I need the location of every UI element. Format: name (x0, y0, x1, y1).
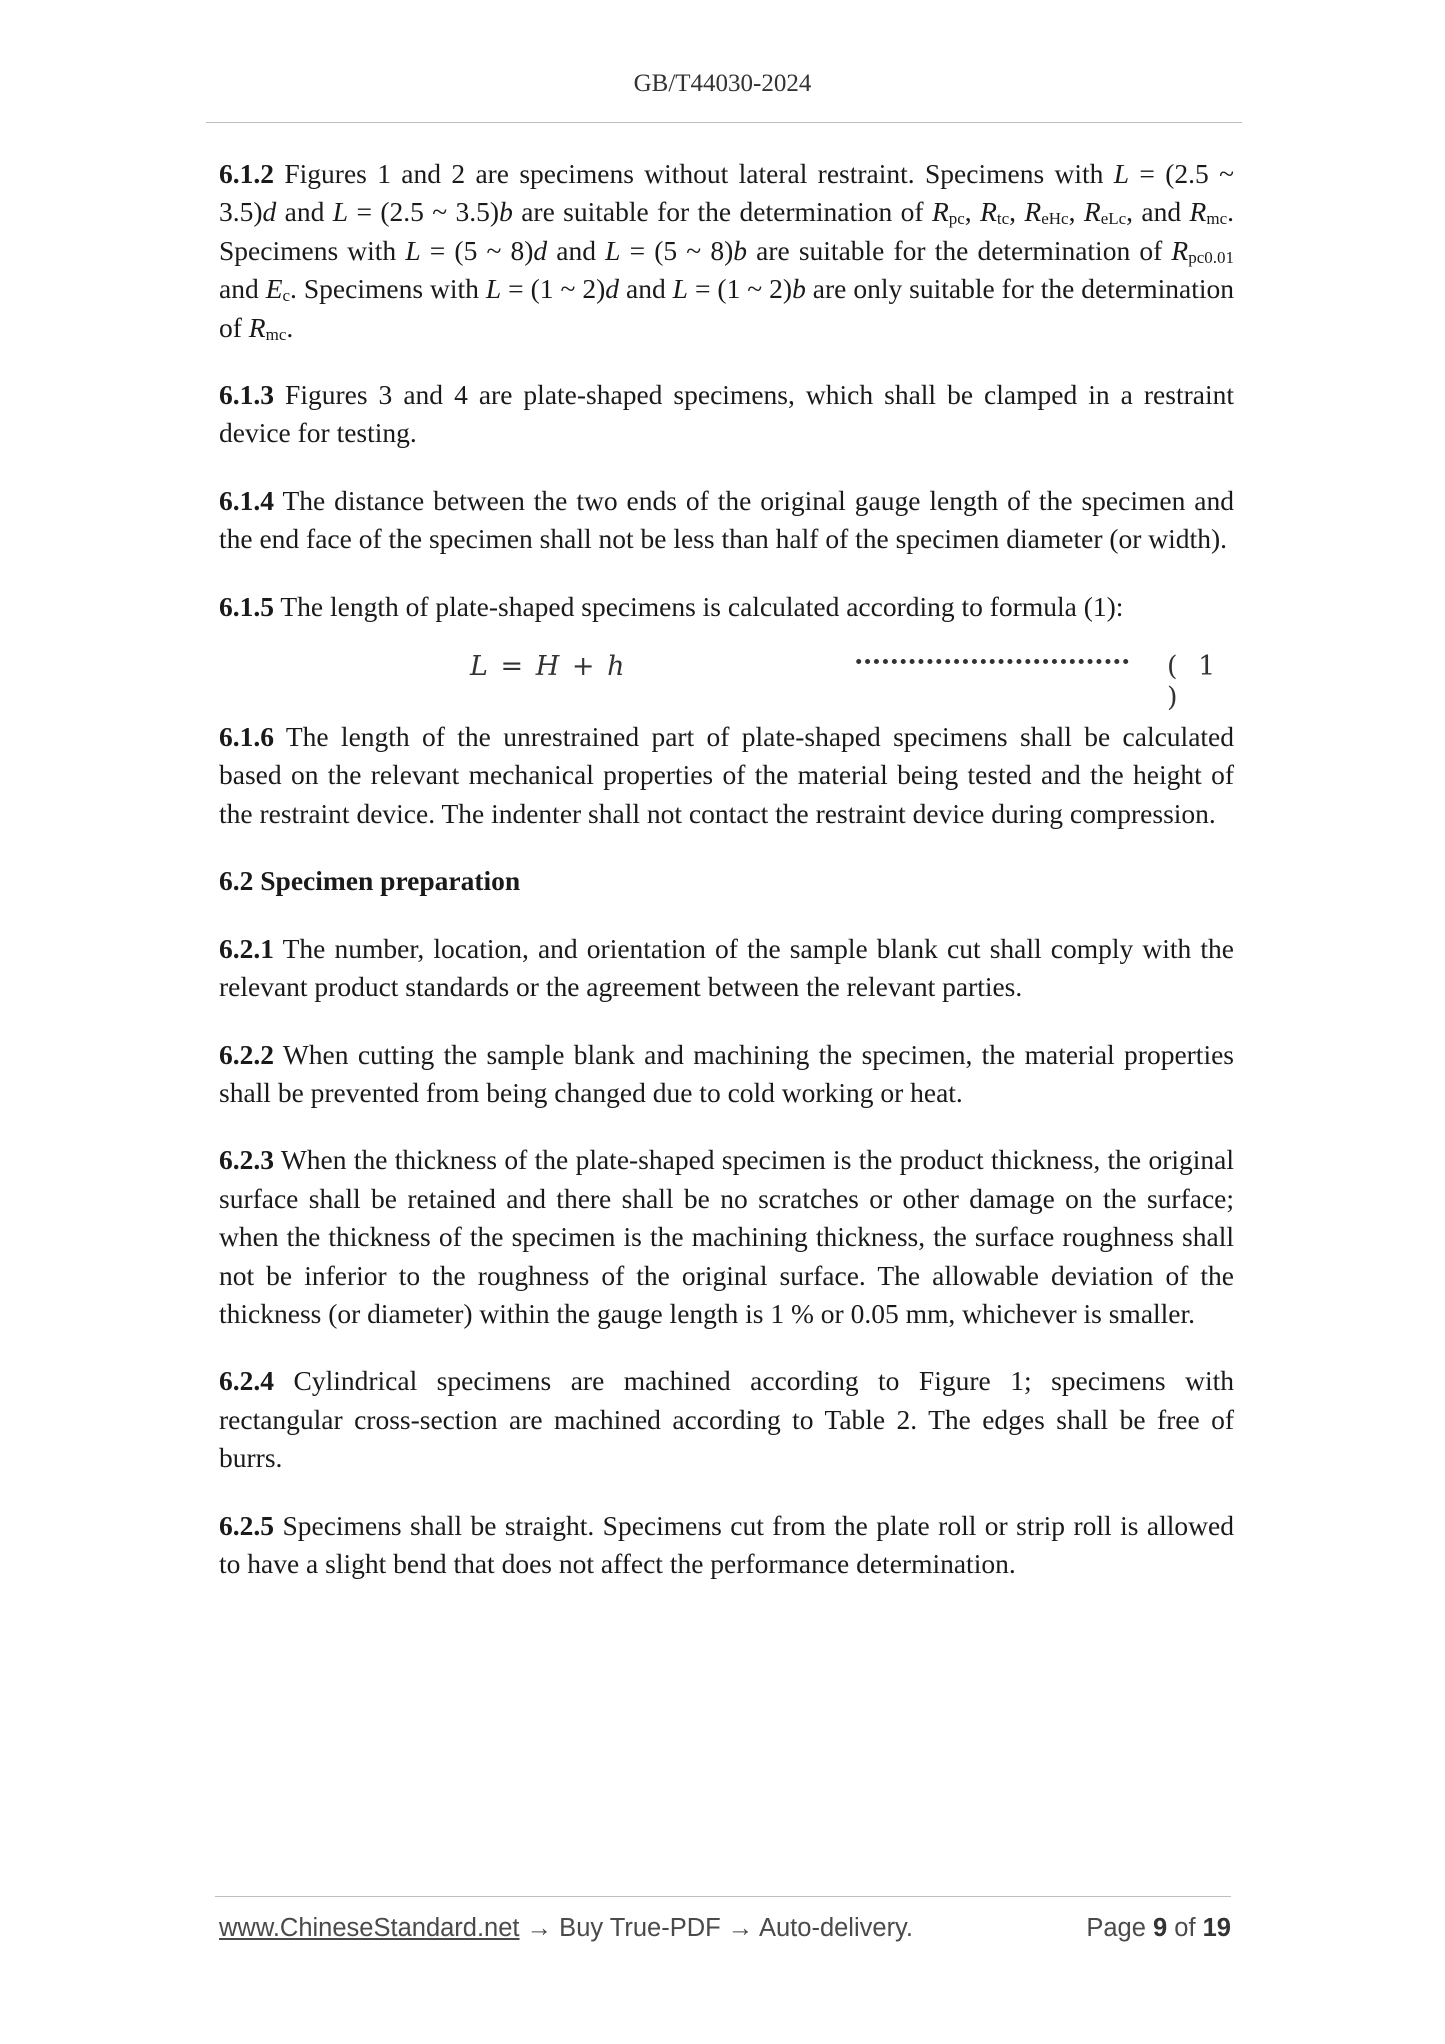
page-number: 9 (1153, 1914, 1168, 1942)
clause-number: 6.1.5 (219, 590, 274, 622)
page-indicator: Page 9 of 19 (1086, 1914, 1231, 1942)
clause-6-2-5 (219, 1507, 1234, 1584)
clause-text: When cutting the sample blank and machining the specimen, the material properties shall be prevented from being changed due to cold working or heat. (219, 1038, 1234, 1108)
clause-6-2-1 (219, 930, 1234, 1007)
clause-number: 6.1.4 (219, 484, 274, 516)
formula-number: ( 1 ) (1167, 651, 1222, 714)
clause-text: The distance between the two ends of the original gauge length of the specimen and the end face of the specimen shall not be less than half of the specimen diameter (or width). (219, 484, 1234, 555)
clause-number: 6.2.1 (219, 932, 274, 964)
clause-6-2-4 (219, 1362, 1234, 1477)
footer-divider (215, 1896, 1231, 1897)
clause-6-1-2: 6.1.2 Figures 1 and 2 are specimens without lateral restraint. Specimens with L = (2.5 ~ 3.5)d and L = (2.5 ~ 3.5)b are suitable for the determination of $R_{pc}$, $R_{tc}$, $R_{eHc}$, $R_{eLc}$, and $R_{mc}$. Specimens with L = (5 ~ 8)d and L = (5 ~ 8)b are suitable for the determination of $R_{pc0.01}$ and $E_c$. Specimens with L = (1 ~ 2)d and L = (1 ~ 2)b are only suitable for the determination of $R_{mc}$. (219, 158, 1235, 344)
page-footer (219, 1914, 1231, 1943)
clause-text: Specimens shall be straight. Specimens cut from the plate roll or strip roll is allowed to have a slight bend that does not affect the performance determination. (219, 1509, 1234, 1579)
clause-number: 6.1.2 (219, 158, 274, 189)
clause-text: Figures 3 and 4 are plate-shaped specimens, which shall be clamped in a restraint device for testing. (219, 379, 1234, 449)
clause-6-1-5 (219, 588, 1234, 626)
document-body (219, 155, 1234, 1612)
page-total: 19 (1202, 1914, 1231, 1942)
formula-expression: L = H + h (470, 651, 627, 683)
clause-number: 6.2.5 (219, 1509, 274, 1541)
clause-number: 6.2.4 (219, 1365, 274, 1397)
formula-leader-dots: ······························· (854, 647, 1130, 679)
clause-number: 6.1.6 (219, 721, 274, 753)
document-id-header: GB/T44030-2024 (633, 70, 812, 97)
clause-number: 6.2.2 (219, 1038, 274, 1070)
footer-tagline: → Buy True-PDF → Auto-delivery. (519, 1914, 913, 1942)
clause-6-2-3 (219, 1141, 1234, 1333)
header-divider (206, 122, 1242, 123)
clause-6-1-3 (219, 376, 1234, 453)
clause-text: Cylindrical specimens are machined according to Figure 1; specimens with rectangular cross-section are machined according to Table 2. The edges shall be free of burrs. (219, 1365, 1234, 1474)
clause-number: 6.1.3 (219, 379, 274, 411)
website-link[interactable]: www.ChineseStandard.net (219, 1914, 520, 1942)
formula-1 (219, 647, 1234, 714)
clause-text: The number, location, and orientation of the sample blank cut shall comply with the relevant product standards or the agreement between the relevant parties. (219, 932, 1234, 1003)
clause-6-2-2 (219, 1036, 1234, 1113)
section-heading-6-2: 6.2 Specimen preparation (219, 865, 521, 897)
clause-text: When the thickness of the plate-shaped specimen is the product thickness, the original surface shall be retained and there shall be no scratches or other damage on the surface; when the thickness of the specimen is the machining thickness, the surface roughness shall not be inferior to the roughness of the original surface. The allowable deviation of the thickness (or diameter) within the gauge length is 1 % or 0.05 mm, whichever is smaller. (219, 1144, 1234, 1329)
clause-6-1-6 (219, 718, 1234, 833)
clause-number: 6.2.3 (219, 1144, 274, 1176)
clause-6-1-4 (219, 482, 1234, 559)
clause-text: The length of plate-shaped specimens is calculated according to formula (1): (274, 590, 1124, 622)
clause-text: The length of the unrestrained part of plate-shaped specimens shall be calculated based on the relevant mechanical properties of the material being tested and the height of the restraint device. The indenter shall not contact the restraint device during compression. (219, 721, 1234, 829)
